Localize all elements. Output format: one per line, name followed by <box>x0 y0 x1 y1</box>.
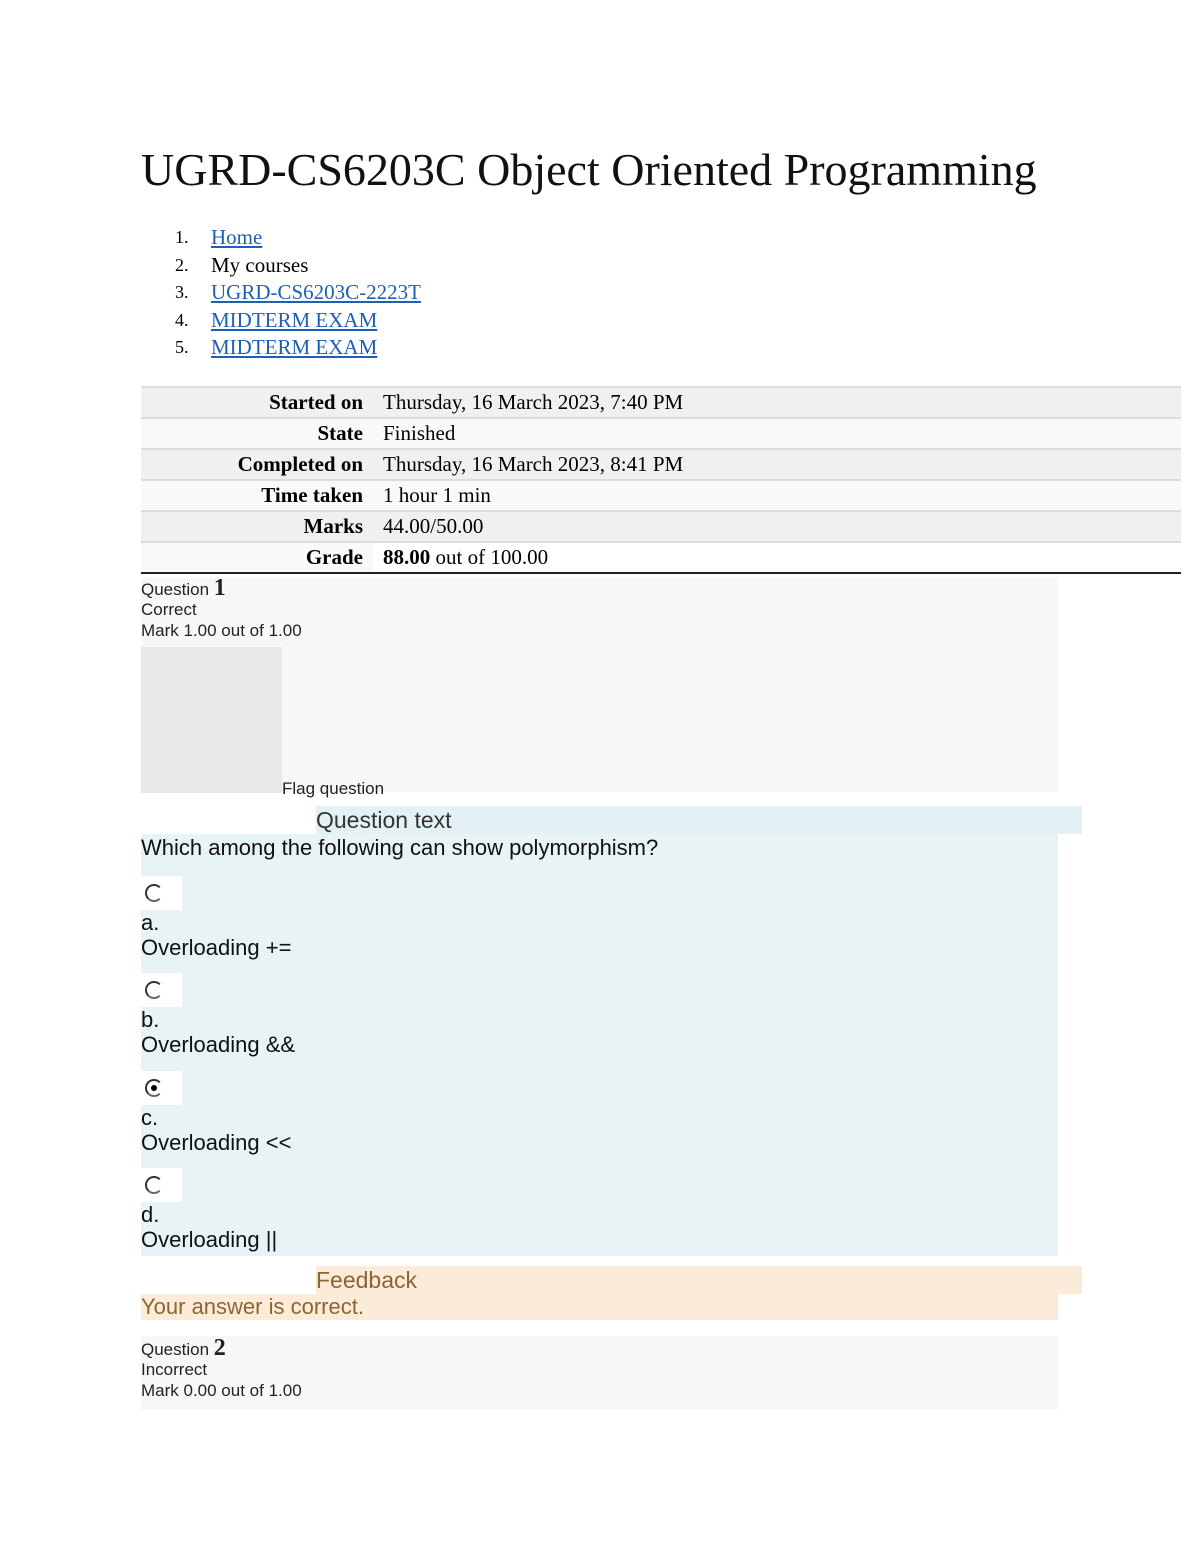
summary-value: Thursday, 16 March 2023, 8:41 PM <box>373 449 1181 480</box>
breadcrumb-course-link[interactable]: UGRD-CS6203C-2223T <box>211 280 422 304</box>
breadcrumb-item: 2. My courses <box>175 252 309 277</box>
answer-option-b[interactable] <box>141 973 441 1057</box>
feedback-label: Feedback <box>316 1266 1082 1294</box>
breadcrumb-item: 1. Home <box>175 225 263 249</box>
summary-value <box>373 542 1181 573</box>
answer-option-c[interactable] <box>141 1071 441 1155</box>
flag-icon[interactable] <box>141 647 282 793</box>
question-label: Question <box>141 1340 214 1359</box>
page-title: UGRD-CS6203C Object Oriented Programming <box>141 144 1037 195</box>
option-letter: a. <box>141 910 160 935</box>
summary-row <box>141 480 1181 511</box>
breadcrumb-midterm-quiz-link[interactable]: MIDTERM EXAM <box>211 335 378 359</box>
question-1-content <box>141 834 1058 1256</box>
grade-out-of: out of 100.00 <box>430 545 549 569</box>
attempt-summary-table <box>141 386 1181 574</box>
summary-row <box>141 387 1181 418</box>
option-letter: b. <box>141 1007 160 1032</box>
breadcrumb-midterm-section-link[interactable]: MIDTERM EXAM <box>211 307 378 332</box>
option-text: Overloading += <box>141 935 292 960</box>
option-letter: c. <box>141 1105 159 1130</box>
question-number: 1 <box>213 575 226 601</box>
summary-row <box>141 418 1181 449</box>
radio-button[interactable] <box>141 876 182 910</box>
summary-row <box>141 542 1181 573</box>
breadcrumb-my-courses: My courses <box>211 252 309 277</box>
answer-option-a[interactable] <box>141 876 441 960</box>
summary-value: 44.00/50.00 <box>373 511 1181 542</box>
radio-button[interactable] <box>141 973 182 1007</box>
flag-question-link[interactable]: Flag question <box>282 779 385 798</box>
summary-row <box>141 511 1181 542</box>
question-prompt: Which among the following can show polymorphism? <box>141 835 659 860</box>
radio-icon <box>145 981 163 999</box>
question-status: Incorrect <box>141 1360 208 1379</box>
breadcrumb-item: 3. UGRD-CS6203C-2223T <box>175 280 422 304</box>
question-mark: Mark 0.00 out of 1.00 <box>141 1381 302 1400</box>
radio-icon <box>145 884 163 902</box>
summary-label: Marks <box>141 511 373 542</box>
question-number: 2 <box>213 1335 226 1361</box>
summary-value: Finished <box>373 418 1181 449</box>
question-1-info <box>141 575 1058 798</box>
option-text: Overloading << <box>141 1130 292 1155</box>
radio-icon <box>145 1176 163 1194</box>
answer-option-d[interactable] <box>141 1168 441 1252</box>
summary-label: Completed on <box>141 449 373 480</box>
radio-selected-icon <box>145 1079 163 1097</box>
summary-label: Started on <box>141 387 373 418</box>
option-text: Overloading || <box>141 1227 278 1252</box>
radio-button[interactable] <box>141 1168 182 1202</box>
feedback-text: Your answer is correct. <box>141 1294 1058 1320</box>
summary-value: 1 hour 1 min <box>373 480 1181 511</box>
breadcrumb <box>141 224 421 362</box>
question-text-label: Question text <box>316 806 1082 834</box>
summary-label: Grade <box>141 542 373 573</box>
breadcrumb-item: 5. MIDTERM EXAM <box>175 335 378 359</box>
summary-label: Time taken <box>141 480 373 511</box>
breadcrumb-item: 4. MIDTERM EXAM <box>175 307 378 332</box>
option-text: Overloading && <box>141 1032 296 1057</box>
summary-value: Thursday, 16 March 2023, 7:40 PM <box>373 387 1181 418</box>
breadcrumb-home-link[interactable]: Home <box>211 225 263 249</box>
question-status: Correct <box>141 600 197 619</box>
summary-row <box>141 449 1181 480</box>
option-letter: d. <box>141 1202 160 1227</box>
summary-label: State <box>141 418 373 449</box>
question-mark: Mark 1.00 out of 1.00 <box>141 621 302 640</box>
question-2-info <box>141 1336 1058 1410</box>
grade-value: 88.00 <box>383 545 431 569</box>
question-label: Question <box>141 580 214 599</box>
radio-button-selected[interactable] <box>141 1071 182 1105</box>
